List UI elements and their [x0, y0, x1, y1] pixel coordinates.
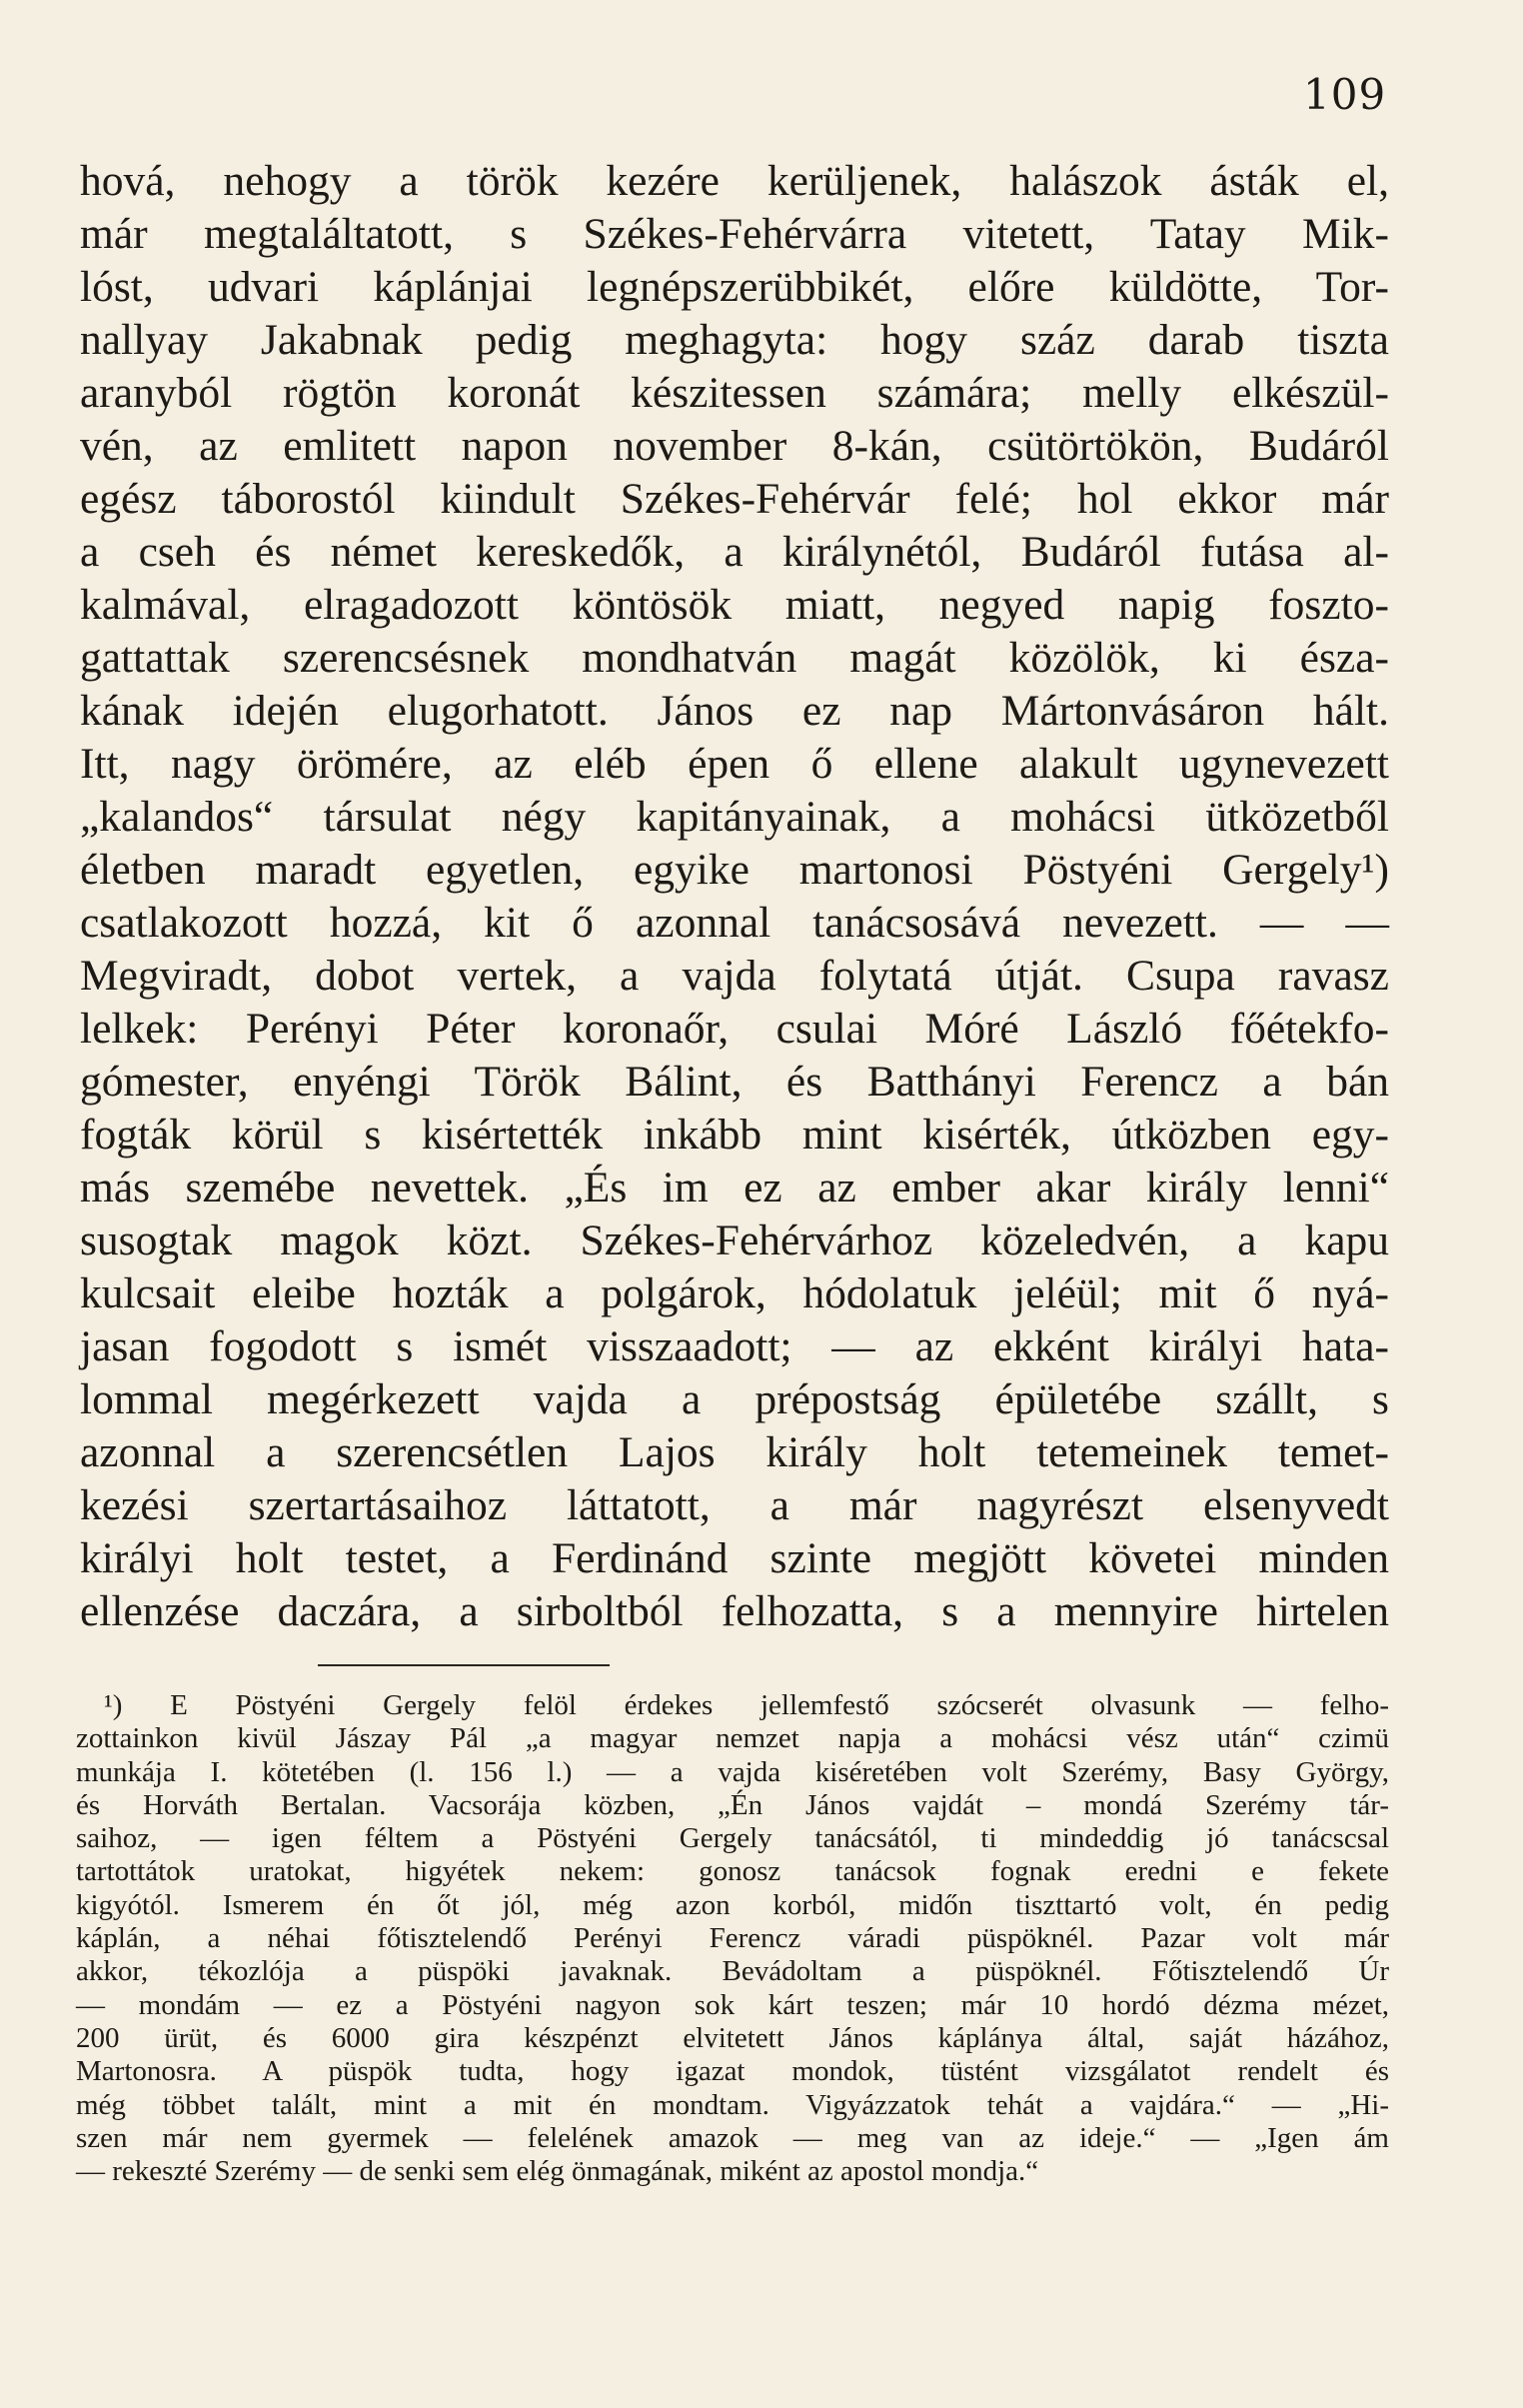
text-line: lóst, udvari káplánjai legnépszerübbikét, előre küldötte, Tor- [80, 263, 1389, 311]
text-line: életben maradt egyetlen, egyike martonosi Pöstyéni Gergely¹) [80, 846, 1389, 894]
text-line: kulcsait eleibe hozták a polgárok, hódolatuk jeléül; mit ő nyá- [80, 1269, 1389, 1317]
footnote-line: akkor, tékozlója a püspöki javaknak. Bevádoltam a püspöknél. Főtisztelendő Úr [76, 1955, 1389, 1988]
footnote-divider [318, 1664, 610, 1666]
text-line: lommal megérkezett vajda a prépostság épületébe szállt, s [80, 1375, 1389, 1423]
footnote-line: és Horváth Bertalan. Vacsorája közben, „Én János vajdát – mondá Szerémy tár- [76, 1788, 1389, 1821]
text-line: azonnal a szerencsétlen Lajos király holt tetemeinek temet- [80, 1428, 1389, 1476]
text-line: királyi holt testet, a Ferdinánd szinte megjött követei minden [80, 1534, 1389, 1582]
footnote-line: szen már nem gyermek — felelének amazok — meg van az ideje.“ — „Igen ám [76, 2121, 1389, 2154]
footnote-line: Martonosra. A püspök tudta, hogy igazat mondok, tüstént vizsgálatot rendelt és [76, 2055, 1389, 2088]
text-line: ellenzése daczára, a sirboltból felhozatta, s a mennyire hirtelen [80, 1587, 1389, 1635]
footnote-line: káplán, a néhai főtisztelendő Perényi Ferencz váradi püspöknél. Pazar volt már [76, 1922, 1389, 1955]
footnote-line: saihoz, — igen féltem a Pöstyéni Gergely tanácsától, ti mindeddig jó tanácscsal [76, 1822, 1389, 1855]
page-number: 109 [1303, 70, 1387, 119]
footnote-line: munkája I. kötetében (l. 156 l.) — a vajda kiséretében volt Szerémy, Basy György, [76, 1755, 1389, 1788]
text-line: vén, az emlitett napon november 8-kán, csütörtökön, Budáról [80, 422, 1389, 470]
footnote-line: tartottátok uratokat, higyétek nekem: gonosz tanácsok fognak eredni e fekete [76, 1855, 1389, 1888]
footnote-line: 200 ürüt, és 6000 gira készpénzt elvitetett János káplánya által, saját házához, [76, 2021, 1389, 2054]
text-line: aranyból rögtön koronát készitessen számára; melly elkészül- [80, 369, 1389, 417]
text-line: a cseh és német kereskedők, a királynétól, Budáról futása al- [80, 528, 1389, 576]
text-line: „kalandos“ társulat négy kapitányainak, a mohácsi ütközetből [80, 793, 1389, 841]
text-line: egész táborostól kiindult Székes-Fehérvár felé; hol ekkor már [80, 475, 1389, 523]
text-line: kának idején elugorhatott. János ez nap Mártonvásáron hált. [80, 687, 1389, 735]
text-line: már megtaláltatott, s Székes-Fehérvárra vitetett, Tatay Mik- [80, 210, 1389, 258]
footnote-line: — mondám — ez a Pöstyéni nagyon sok kárt teszen; már 10 hordó dézma mézet, [76, 1988, 1389, 2021]
text-line: susogtak magok közt. Székes-Fehérvárhoz közeledvén, a kapu [80, 1216, 1389, 1264]
footnote-line: még többet talált, mint a mit én mondtam. Vigyázzatok tehát a vajdára.“ — „Hi- [76, 2088, 1389, 2121]
footnote-line: kigyótól. Ismerem én őt jól, még azon korból, midőn tiszttartó volt, én pedig [76, 1888, 1389, 1921]
text-line: kezési szertartásaihoz láttatott, a már nagyrészt elsenyvedt [80, 1481, 1389, 1529]
footnote-line: ¹) E Pöstyéni Gergely felöl érdekes jellemfestő szócserét olvasunk — felho- [104, 1689, 1389, 1721]
text-line: jasan fogodott s ismét visszaadott; — az ekként királyi hata- [80, 1322, 1389, 1370]
text-line: csatlakozott hozzá, kit ő azonnal tanácsosává nevezett. — — [80, 899, 1389, 947]
footnote-line: zottainkon kivül Jászay Pál „a magyar nemzet napja a mohácsi vész után“ czimü [76, 1722, 1389, 1755]
text-line: kalmával, elragadozott köntösök miatt, negyed napig foszto- [80, 581, 1389, 629]
text-line: fogták körül s kisértették inkább mint kisérték, útközben egy- [80, 1111, 1389, 1159]
main-text-body [80, 155, 1389, 1638]
footnote-line: — rekeszté Szerémy — de senki sem elég önmagának, miként az apostol mondja.“ [76, 2155, 1039, 2188]
text-line: hová, nehogy a török kezére kerüljenek, halászok ásták el, [80, 157, 1389, 205]
text-line: Itt, nagy örömére, az eléb épen ő ellene alakult ugynevezett [80, 740, 1389, 788]
text-line: Megviradt, dobot vertek, a vajda folytatá útját. Csupa ravasz [80, 952, 1389, 1000]
text-line: lelkek: Perényi Péter koronaőr, csulai Móré László főétekfo- [80, 1005, 1389, 1053]
text-line: más szemébe nevettek. „És im ez az ember akar király lenni“ [80, 1164, 1389, 1211]
text-line: gattattak szerencsésnek mondhatván magát közölök, ki észa- [80, 634, 1389, 682]
footnote-block [76, 1689, 1389, 2188]
text-line: nallyay Jakabnak pedig meghagyta: hogy száz darab tiszta [80, 316, 1389, 364]
text-line: gómester, enyéngi Török Bálint, és Batthányi Ferencz a bán [80, 1058, 1389, 1106]
